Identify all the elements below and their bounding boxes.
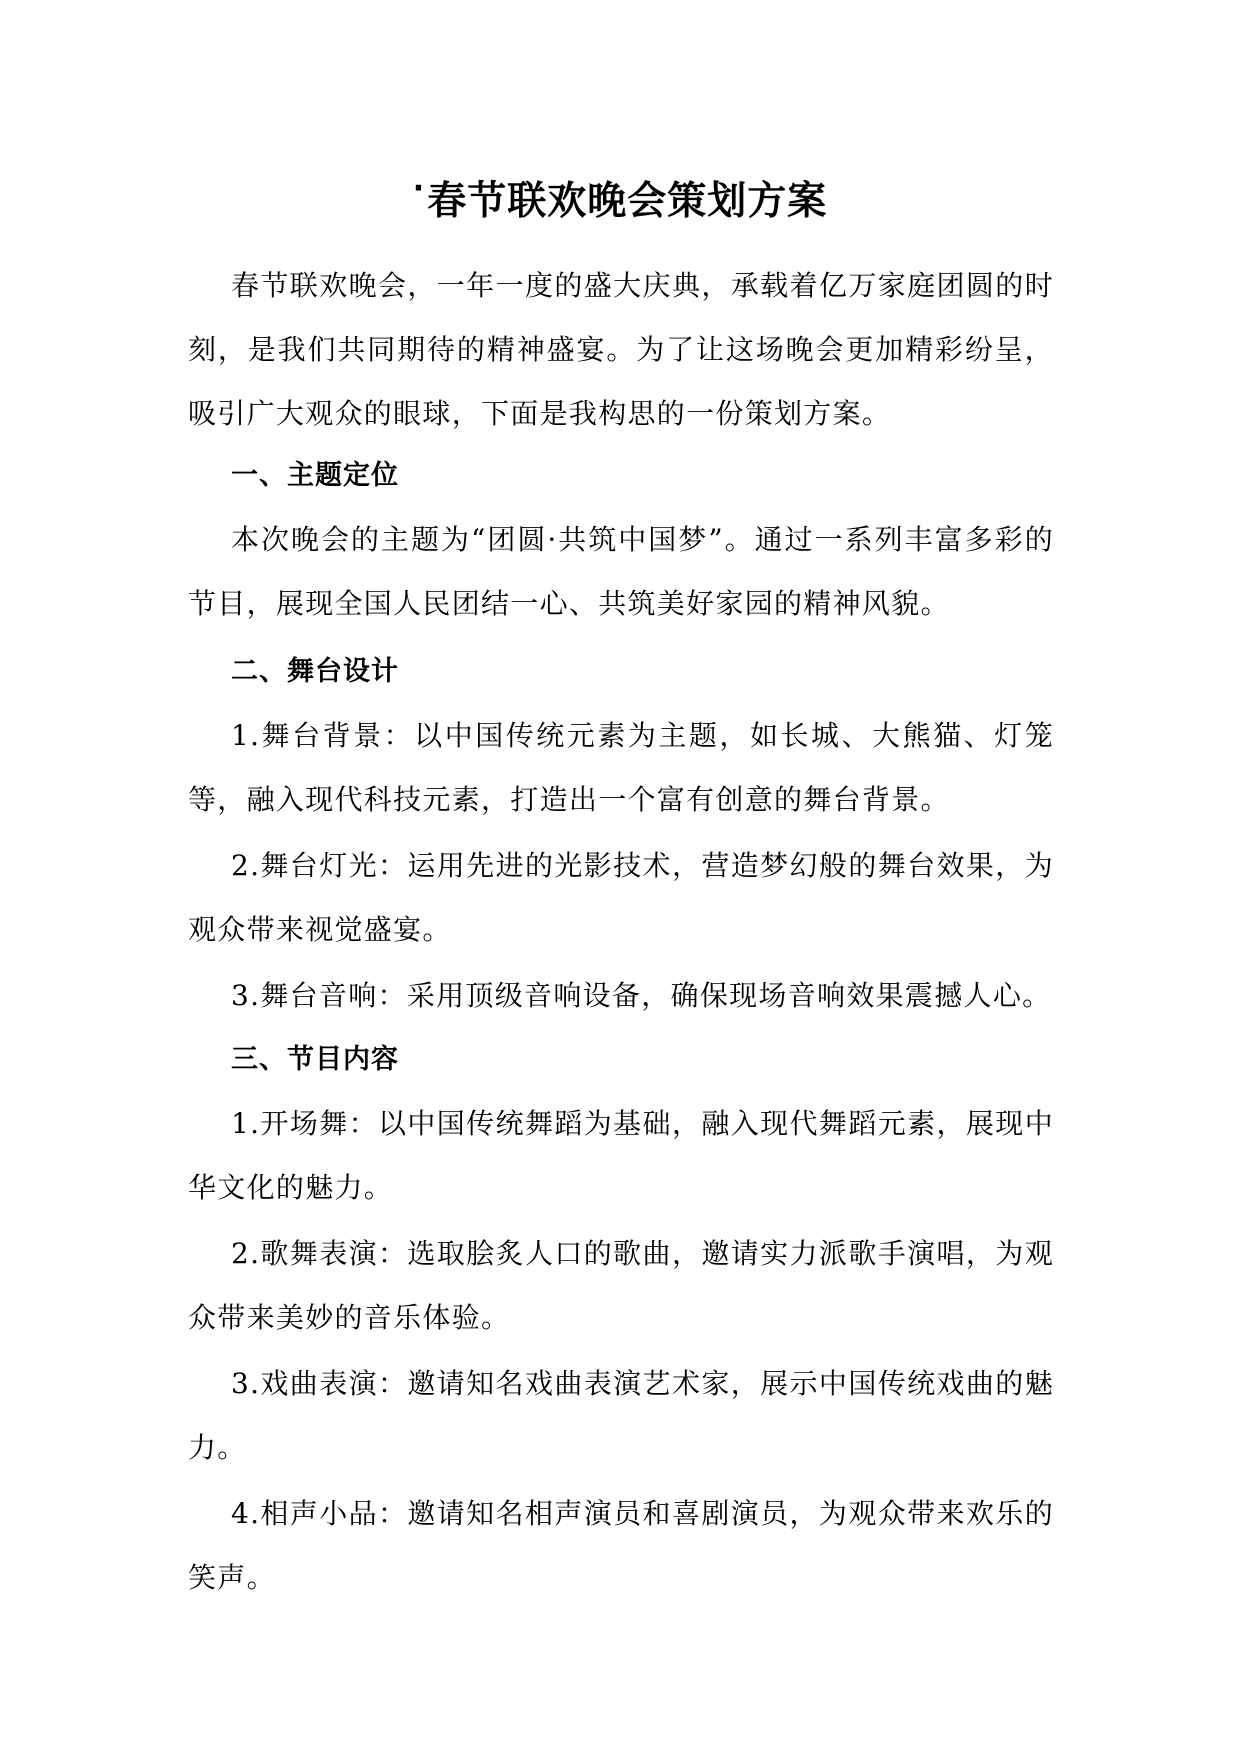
title-bullet-mark: ·: [412, 171, 426, 206]
section-heading-programs: 三、节目内容: [231, 1044, 399, 1075]
intro-paragraph: 春节联欢晚会，一年一度的盛大庆典，承载着亿万家庭团圆的时刻，是我们共同期待的精神盛宴。为了让这场晚会更加精彩纷呈，吸引广大观众的眼球，下面是我构思的一份策划方案。: [188, 269, 1054, 430]
comedy-paragraph: 4.相声小品：邀请知名相声演员和喜剧演员，为观众带来欢乐的笑声。: [188, 1497, 1054, 1594]
section-heading-theme: 一、主题定位: [231, 460, 399, 491]
song-dance-paragraph: 2.歌舞表演：选取脍炙人口的歌曲，邀请实力派歌手演唱，为观众带来美妙的音乐体验。: [188, 1237, 1054, 1334]
opera-paragraph: 3.戏曲表演：邀请知名戏曲表演艺术家，展示中国传统戏曲的魅力。: [188, 1367, 1054, 1464]
stage-lighting-paragraph: 2.舞台灯光：运用先进的光影技术，营造梦幻般的舞台效果，为观众带来视觉盛宴。: [188, 849, 1054, 946]
stage-audio-paragraph: 3.舞台音响：采用顶级音响设备，确保现场音响效果震撼人心。: [231, 979, 1052, 1012]
title-text: 春节联欢晚会策划方案: [427, 179, 828, 224]
document-title: [0, 171, 1240, 230]
section-heading-stage: 二、舞台设计: [231, 656, 399, 687]
stage-background-paragraph: 1.舞台背景：以中国传统元素为主题，如长城、大熊猫、灯笼等，融入现代科技元素，打造出一个富有创意的舞台背景。: [188, 719, 1054, 816]
opening-dance-paragraph: 1.开场舞：以中国传统舞蹈为基础，融入现代舞蹈元素，展现中华文化的魅力。: [188, 1107, 1054, 1204]
theme-paragraph: 本次晚会的主题为“团圆·共筑中国梦”。通过一系列丰富多彩的节目，展现全国人民团结一心、共筑美好家园的精神风貌。: [188, 523, 1054, 620]
